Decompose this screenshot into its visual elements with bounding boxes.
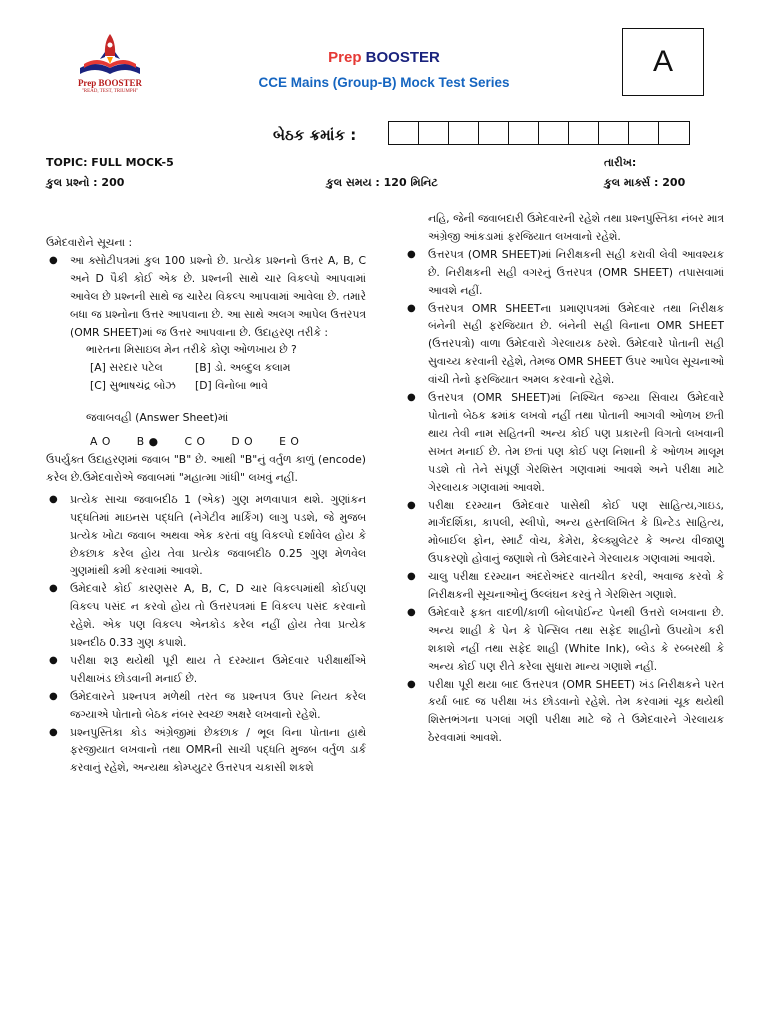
option-c: [C] સુભાષચંદ્ર બોઝ [90,379,176,393]
example-options-row [46,377,366,395]
instruction-continued: નહિ, જેની જવાબદારી ઉમેદવારની રહેશે તથા પ્રશ્નપુસ્તિકા નંબર માત્ર અંગ્રેજી આંકડામાં ફરજિયાત લખવાનો રહેશે. [428,212,724,243]
brand-part-prep: Prep [328,49,362,66]
option-b: [B] ડો. અબ્દુલ કલામ [195,361,291,375]
seat-digit-box[interactable] [389,122,419,144]
instruction-item: ● ઉત્તરપત્ર OMR SHEETના પ્રમાણપત્રમાં ઉમેદવાર તથા નિરીક્ષક બંનેની સહી ફરજિયાત છે. બંનેની સહી વિનાના OMR SHEET (ઉત્તરપત્રો) વાળા ઉમેદવારો ગેરલાયક ઠરશે. ઉમેદવારે પોતાની સહી સુવાચ્ય કરવાની રહેશે, તેમજ OMR SHEET ઉપર આપેલ સૂચનાઓ વાંચી તેનો ફરજિયાત અમલ કરવાનો રહેશે. [404,300,724,390]
instruction-item: ● આ ક્સોટીપત્રમાં કુલ 100 પ્રશ્નો છે. પ્રત્યેક પ્રશ્નનો ઉત્તર A, B, C અને D પૈકી કોઈ એક છે. પ્રશ્નની સાથે ચાર વિકલ્પો આપવામાં આવેલ છે પ્રશ્નની સાથે જ ચારેય વિકલ્પ આપવામાં આવેલા છે. તમારે બધા જ પ્રશ્નોના ઉત્તર આપવાના છે. આ સાથે અલગ આપેલ ઉત્તરપત્ર (OMR SHEET)માં જ ઉત્તર આપવાના છે. ઉદાહરણ તરીકે : [46,252,366,342]
series-title: CCE Mains (Group-B) Mock Test Series [258,75,510,90]
instruction-item: ● પરીક્ષા પૂરી થયા બાદ ઉત્તરપત્ર (OMR SHEET) ખંડ નિરીક્ષકને પરત કર્યા બાદ જ પરીક્ષા ખંડ છોડવાનો રહેશે. તેમ કરવામાં ચૂક થયેથી શિસ્તભંગના પગલાં ગણી પરીક્ષા માટે જે તે ઉમેદવારને ગેરલાયક ઠેરવવામાં આવશે. [404,676,724,748]
example-explanation: ઉપર્યુક્ત ઉદાહરણમાં જવાબ "B" છે. આથી "B"નું વર્તુળ કાળું (encode) કરેલ છે.ઉમેદવારોએ જવાબમાં "મહાત્મા ગાંધી" લખવું નહીં. [46,452,366,484]
total-time: કુલ સમય : 120 મિનિટ [326,176,438,189]
instruction-item: ● ઉમેદવારે કોઈ કારણસર A, B, C, D ચાર વિકલ્પમાંથી કોઈપણ વિકલ્પ પસંદ ન કરવો હોય તો ઉત્તરપત્રમાં E વિકલ્પ પસંદ કરવાનો રહેશે. એક પણ વિકલ્પ એનકોડ કરેલ નહીં હોય તેવા પ્રત્યેક પ્રશ્નદીઠ 0.33 ગુણ કપાશે. [46,580,366,652]
set-code-box: A [622,28,704,96]
bubble-d: D O [231,435,254,449]
instructions-heading: ઉમેદવારોને સૂચના : [46,236,133,249]
instruction-item: ● ઉમેદવારે ફક્ત વાદળી/કાળી બોલપોઈન્ટ પેનથી ઉત્તરો લખવાના છે. અન્ય શાહી કે પેન કે પેન્સિલ તથા સફેદ શાહીનો ઉપયોગ કરી શકાશે નહીં તથા સફેદ શાહી (White Ink), બ્લેડ કે રબ્બરથી કે અન્ય કોઈ પણ રીતે કરેલા સુધારા માન્ય ગણાશે નહીં. [404,604,724,676]
option-d: [D] વિનોબા ભાવે [195,379,268,393]
answer-bubbles-row [46,433,366,451]
example-options-row [46,359,366,377]
instructions-right-column [404,210,724,747]
date-label: તારીખ: [604,156,637,169]
instruction-item: ● ઉત્તરપત્ર (OMR SHEET)માં નિશ્ચિત જગ્યા સિવાય ઉમેદવારે પોતાનો બેઠક ક્રમાંક લખવો નહીં તથા પોતાની આગવી ઓળખ છતી થાય તેવી નામ સહિતની અન્ય કોઈ પણ પ્રકારની વિગતો લખવાની સખત મનાઈ છે. તેમ છતાં પણ કોઈ પણ નિશાની કે ઓળખ માલૂમ પડશે તો તેને સંપૂર્ણ ગેરશિસ્ત ગણવામાં આવશે અને પરીક્ષા માટે ગેરલાયક ગણવામાં આવશે. [404,389,724,496]
seat-digit-box[interactable] [479,122,509,144]
seat-digit-box[interactable] [539,122,569,144]
seat-digit-box[interactable] [449,122,479,144]
instruction-item: ● ઉત્તરપત્ર (OMR SHEET)માં નિરીક્ષકની સહી કરાવી લેવી આવશ્યક છે. નિરીક્ષકની સહી વગરનું ઉત્તરપત્ર (OMR SHEET) તપાસવામાં આવશે નહીં. [404,246,724,300]
bubble-e: E O [279,435,300,449]
seat-digit-box[interactable] [629,122,659,144]
seat-digit-box[interactable] [659,122,689,144]
instruction-item: ● ચાલુ પરીક્ષા દરમ્યાન અંદરોઅંદર વાતચીત કરવી, અવાજ કરવો કે નિરીક્ષકની સૂચનાઓનું ઉલ્લંઘન કરવું તે ગેરશિસ્ત ગણાશે. [404,568,724,604]
bubble-a: A O [90,435,111,449]
logo-text: Prep BOOSTER [77,78,143,88]
instruction-item: ● પરીક્ષા શરૂ થયેથી પૂરી થાય તે દરમ્યાન ઉમેદવાર પરીક્ષાર્થીએ પરીક્ષાખંડ છોડવાની મનાઈ છે. [46,652,366,688]
bubble-b: B ● [136,435,159,449]
brand-part-booster: BOOSTER [365,49,440,66]
instructions-left-column [46,234,366,777]
total-questions: કુલ પ્રશ્નો : 200 [46,176,125,189]
seat-digit-box[interactable] [599,122,629,144]
topic-label: TOPIC: FULL MOCK-5 [46,156,174,169]
instruction-item: ● પ્રત્યેક સાચા જવાબદીઠ 1 (એક) ગુણ મળવાપાત્ર થશે. ગુણાંકન પદ્ધતિમાં માઇનસ પદ્ધતિ (નેગેટીવ માર્કિંગ) લાગુ પડશે, જે મુજબ પ્રત્યેક ખોટા જવાબ અથવા એક કરતાં વધુ વિકલ્પો દર્શાવેલ હોય કે છેકછાક કરેલ હોય તેવા પ્રત્યેક જવાબદીઠ 0.25 ગુણ મેળવેલ ગુણમાંથી કમી કરવામાં આવશે. [46,491,366,581]
seat-digit-box[interactable] [569,122,599,144]
seat-number-label: બેઠક ક્રમાંક : [273,126,357,144]
example-question: ભારતના મિસાઇલ મેન તરીકે કોણ ઓળખાય છે ? [86,343,297,357]
instruction-item: ● ઉમેદવારને પ્રશ્નપત્ર મળેથી તરત જ પ્રશ્નપત્ર ઉપર નિયત કરેલ જગ્યાએ પોતાનો બેઠક નંબર સ્વચ્છ અક્ષરે લખવાનો રહેશે. [46,688,366,724]
option-a: [A] સરદાર પટેલ [90,361,163,375]
instruction-item: ● પ્રશ્નપુસ્તિકા કોડ અંગ્રેજીમાં છેકછાક / ભૂલ વિના પોતાના હાથે ફરજીયાત લખવાનો તથા OMRની સાચી પદ્ધતિ મુજબ વર્તુળ ડાર્ક કરવાનું રહેશે, અન્યથા કોમ્પ્યુટર ઉત્તરપત્ર ચકાસી શકશે [46,724,366,778]
seat-digit-box[interactable] [419,122,449,144]
bubble-c: C O [184,435,206,449]
seat-number-boxes[interactable] [388,121,690,145]
seat-digit-box[interactable] [509,122,539,144]
logo-tagline: "READ, TEST, TRIUMPH" [81,89,139,94]
instruction-item: ● પરીક્ષા દરમ્યાન ઉમેદવાર પાસેથી કોઈ પણ સાહિત્ય,ગાઇડ, માર્ગદર્શિકા, કાપલી, સ્લીપો, અન્ય હસ્તલિખિત કે પ્રિન્ટેડ સાહિત્ય, મોબાઈલ ફોન, સ્માર્ટ વોચ, કેમેરા, કેલ્ક્યુલેટર કે અન્ય વીજાણુ ઉપકરણો હોવાનું જણાશે તો ઉમેદવારને ગેરલાયક ગણવામાં આવશે. [404,497,724,569]
total-marks: કુલ માર્ક્સ : 200 [604,176,686,189]
answer-sheet-label: જવાબવહી (Answer Sheet)માં [86,411,229,425]
